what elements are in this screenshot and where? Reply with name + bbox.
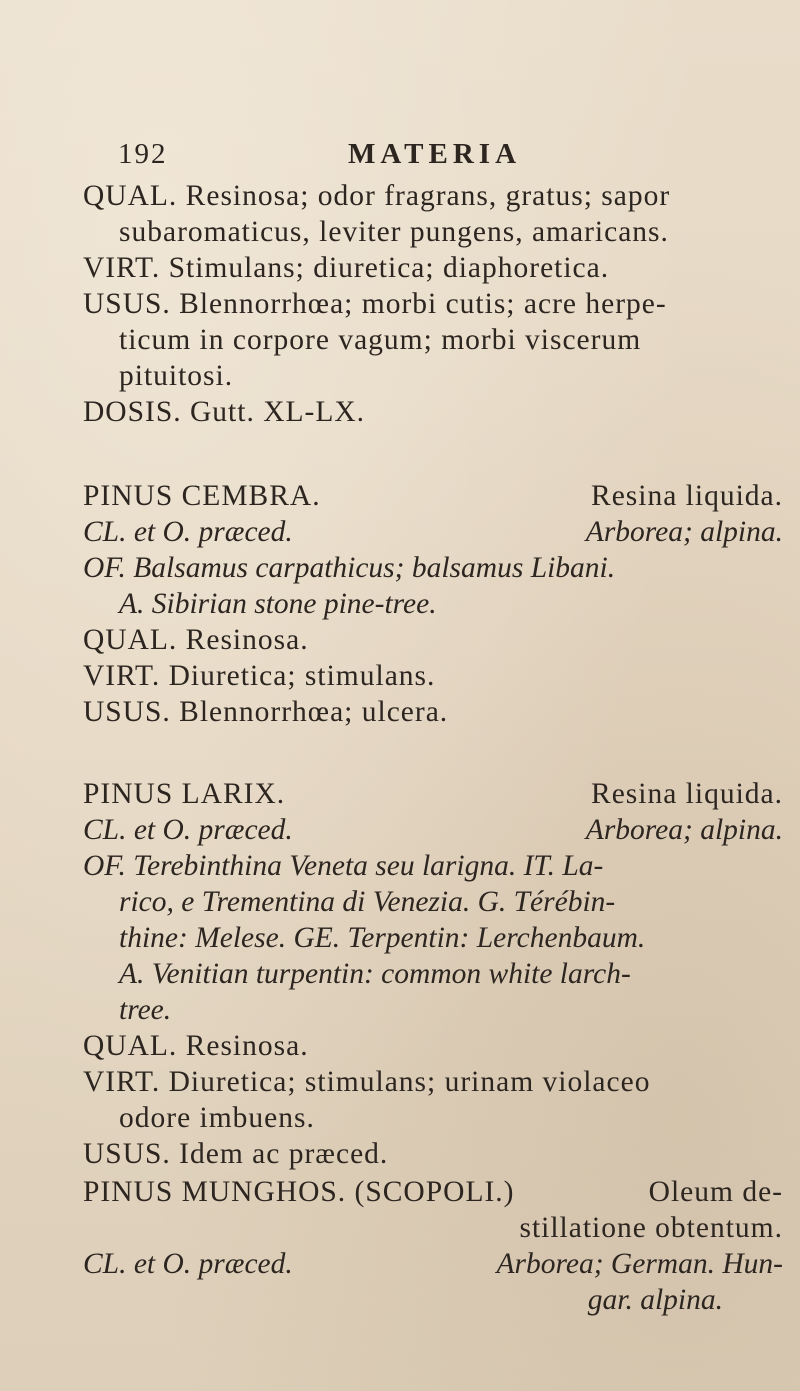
product-label: Resina liquida. [591,778,783,810]
english-name: A. Sibirian stone pine-tree. [119,588,437,620]
qual-line: QUAL. Resinosa. [83,624,309,656]
species-name: PINUS LARIX. [83,778,286,810]
virt-line: VIRT. Diuretica; stimulans; urinam violaceo [83,1066,651,1098]
entry-pinus-munghos [83,1174,783,1318]
officinal-names-cont: rico, e Trementina di Venezia. G. Térébin- [119,886,616,918]
classification: CL. et O. præced. [83,516,293,548]
classification-line [83,514,783,550]
officinal-names-cont2: thine: Melese. GE. Terpentin: Lerchenbaum. [119,922,646,954]
officinal-names: OF. Balsamus carpathicus; balsamus Libani. [83,552,616,584]
classification-line [83,1246,783,1282]
product-label: Oleum de- [648,1176,783,1208]
usus-line-cont2: pituitosi. [119,360,234,392]
virt-line: VIRT. Diuretica; stimulans. [83,660,436,692]
species-name: PINUS CEMBRA. [83,480,321,512]
entry-heading [83,478,783,514]
officinal-names-cont4: tree. [119,994,172,1026]
usus-line-cont: ticum in corpore vagum; morbi viscerum [119,324,642,356]
usus-line: USUS. Idem ac præced. [83,1138,389,1170]
classification: CL. et O. præced. [83,814,293,846]
officinal-names: OF. Terebinthina Veneta seu larigna. IT. La- [83,850,604,882]
product-label-cont: stillatione obtentum. [519,1212,783,1244]
page-number: 192 [118,138,168,170]
product-label: Resina liquida. [591,480,783,512]
entry-pinus-cembra [83,478,783,730]
dosis-line: DOSIS. Gutt. XL-LX. [83,396,366,428]
habitat: Arborea; alpina. [585,516,783,548]
habitat-cont: gar. alpina. [587,1284,723,1316]
classification-line [83,812,783,848]
virt-line: VIRT. Stimulans; diuretica; diaphoretica. [83,252,610,284]
virt-line-cont: odore imbuens. [119,1102,315,1134]
entry-continued [83,178,783,430]
qual-line: QUAL. Resinosa. [83,1030,309,1062]
habitat: Arborea; German. Hun- [496,1248,783,1280]
habitat: Arborea; alpina. [585,814,783,846]
page-header [118,138,718,174]
species-name: PINUS MUNGHOS. (SCOPOLI.) [83,1176,515,1208]
officinal-names-cont3: A. Venitian turpentin: common white larch- [119,958,631,990]
usus-line: USUS. Blennorrhœa; morbi cutis; acre herpe- [83,288,667,320]
qual-line-cont: subaromaticus, leviter pungens, amaricans. [119,216,669,248]
running-head: MATERIA [348,138,522,170]
entry-heading [83,1174,783,1210]
entry-pinus-larix [83,776,783,1172]
product-cont-line [83,1210,783,1246]
classification: CL. et O. præced. [83,1248,293,1280]
entry-heading [83,776,783,812]
habitat-cont-line [83,1282,783,1318]
usus-line: USUS. Blennorrhœa; ulcera. [83,696,449,728]
qual-line: QUAL. Resinosa; odor fragrans, gratus; sapor [83,180,671,212]
